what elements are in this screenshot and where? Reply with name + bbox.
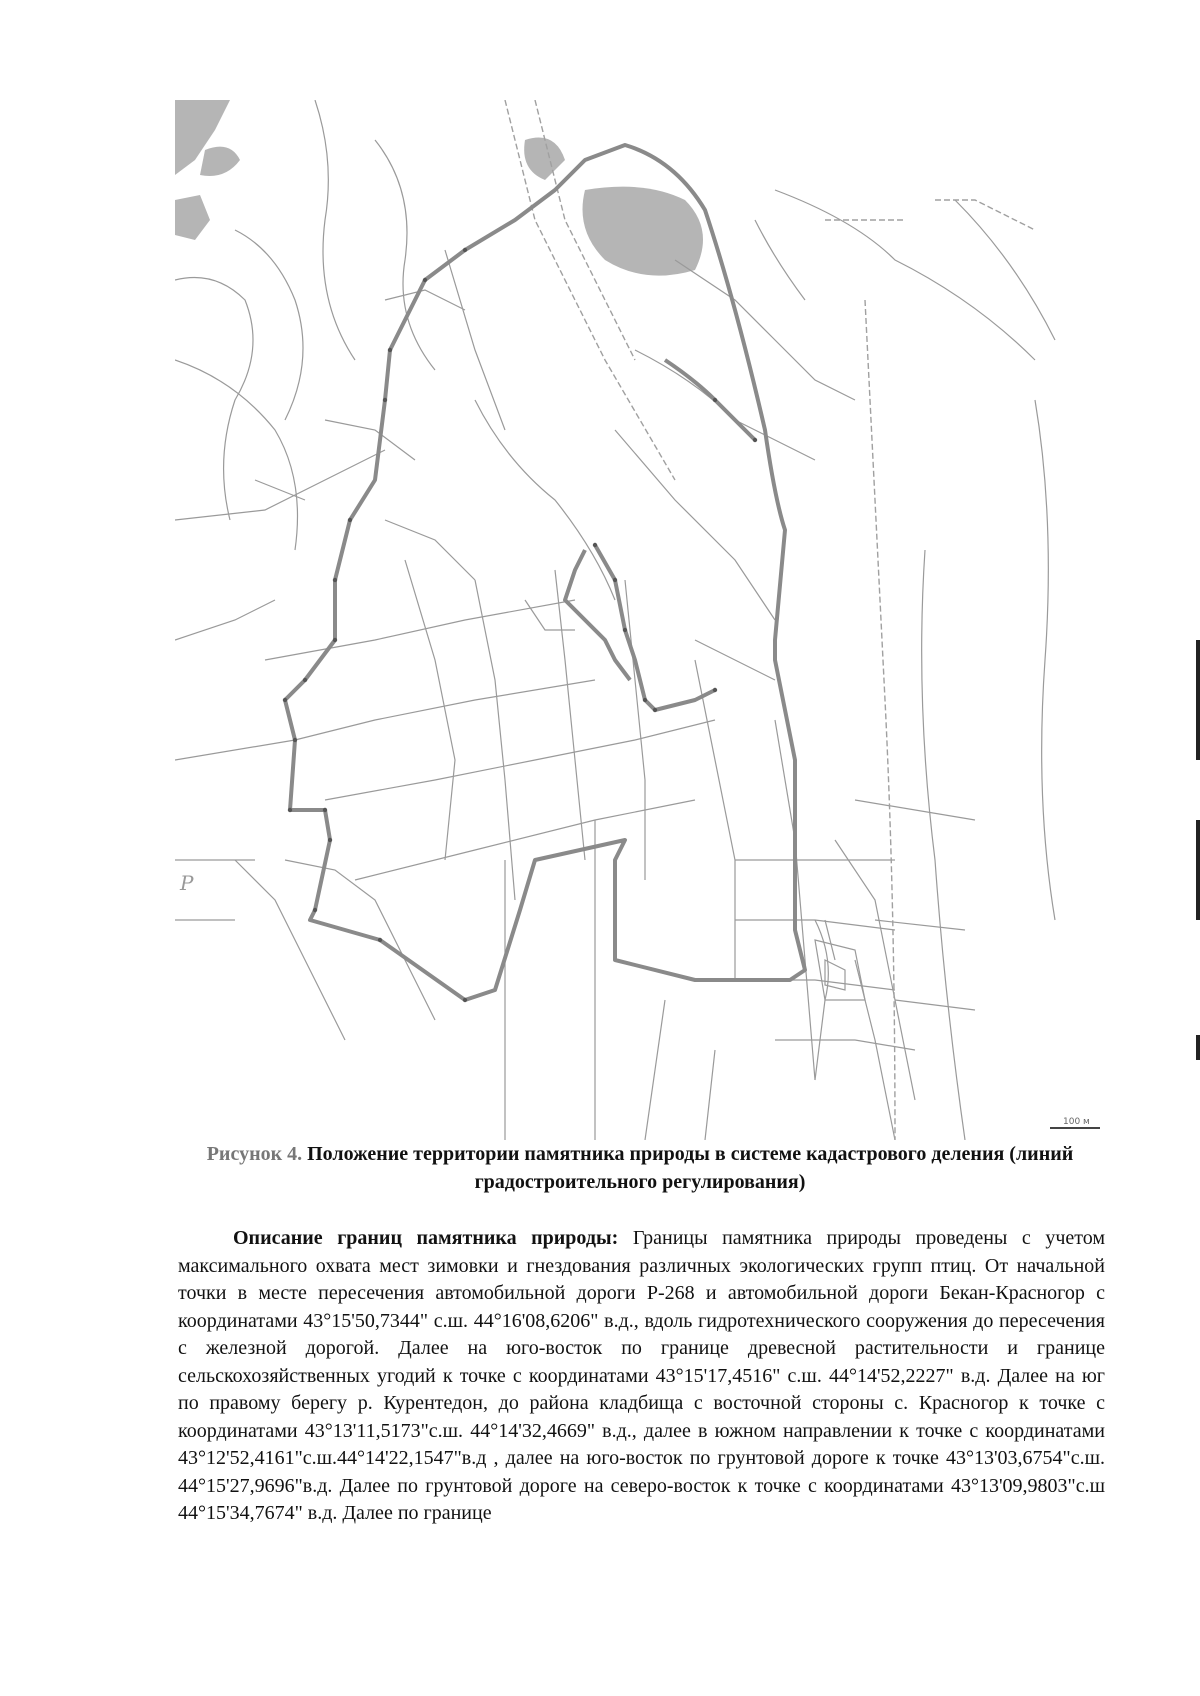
scan-edge-mark	[1196, 1035, 1200, 1060]
figure-caption	[170, 1140, 1110, 1196]
map-scale-label: 100 м	[1063, 1117, 1090, 1127]
figure-number: Рисунок 4.	[206, 1143, 303, 1165]
map-scale-bar	[1050, 1127, 1100, 1129]
scan-edge-mark	[1196, 820, 1200, 920]
description-heading: Описание границ памятника природы:	[233, 1227, 619, 1249]
water-bodies	[175, 100, 703, 276]
scan-edge-mark	[1196, 640, 1200, 760]
description-body: Границы памятника природы проведены с учетом максимального охвата мест зимовки и гнездования различных экологических групп птиц. От начальной точки в месте пересечения автомобильной дороги Р-268 и автомобильной дороги Бекан-Красногор с координатами 43°15'50,7344" с.ш. 44°16'08,6206" в.д., вдоль гидротехнического сооружения до пересечения с железной дорогой. Далее на юго-восток по границе древесной растительности и границе сельскохозяйственных угодий к точке с координатами 43°15'17,4516" с.ш. 44°14'52,2227" в.д. Далее на юг по правому берегу р. Курентедон, до района кладбища с восточной стороны с. Красногор к точке с координатами 43°13'11,5173"с.ш. 44°14'32,4669" в.д., далее в южном направлении к точке с координатами 43°12'52,4161"с.ш.44°14'22,1547"в.д , далее на юго-восток по грунтовой дороге к точке 43°13'03,6754"с.ш. 44°15'27,9696"в.д. Далее по грунтовой дороге на северо-восток к точке с координатами 43°13'09,9803"с.ш 44°15'34,7674" в.д. Далее по границе	[178, 1227, 1106, 1524]
natural-monument-boundary	[285, 145, 805, 1000]
figure-caption-text: Положение территории памятника природы в системе кадастрового деления (линий градостроительного регулирования)	[307, 1143, 1074, 1193]
boundary-description	[178, 1225, 1105, 1528]
cadastral-map	[175, 100, 1135, 1140]
map-letter-mark: Р	[180, 871, 194, 895]
boundary-vertex-points	[283, 248, 757, 1002]
description-paragraph	[178, 1225, 1105, 1528]
